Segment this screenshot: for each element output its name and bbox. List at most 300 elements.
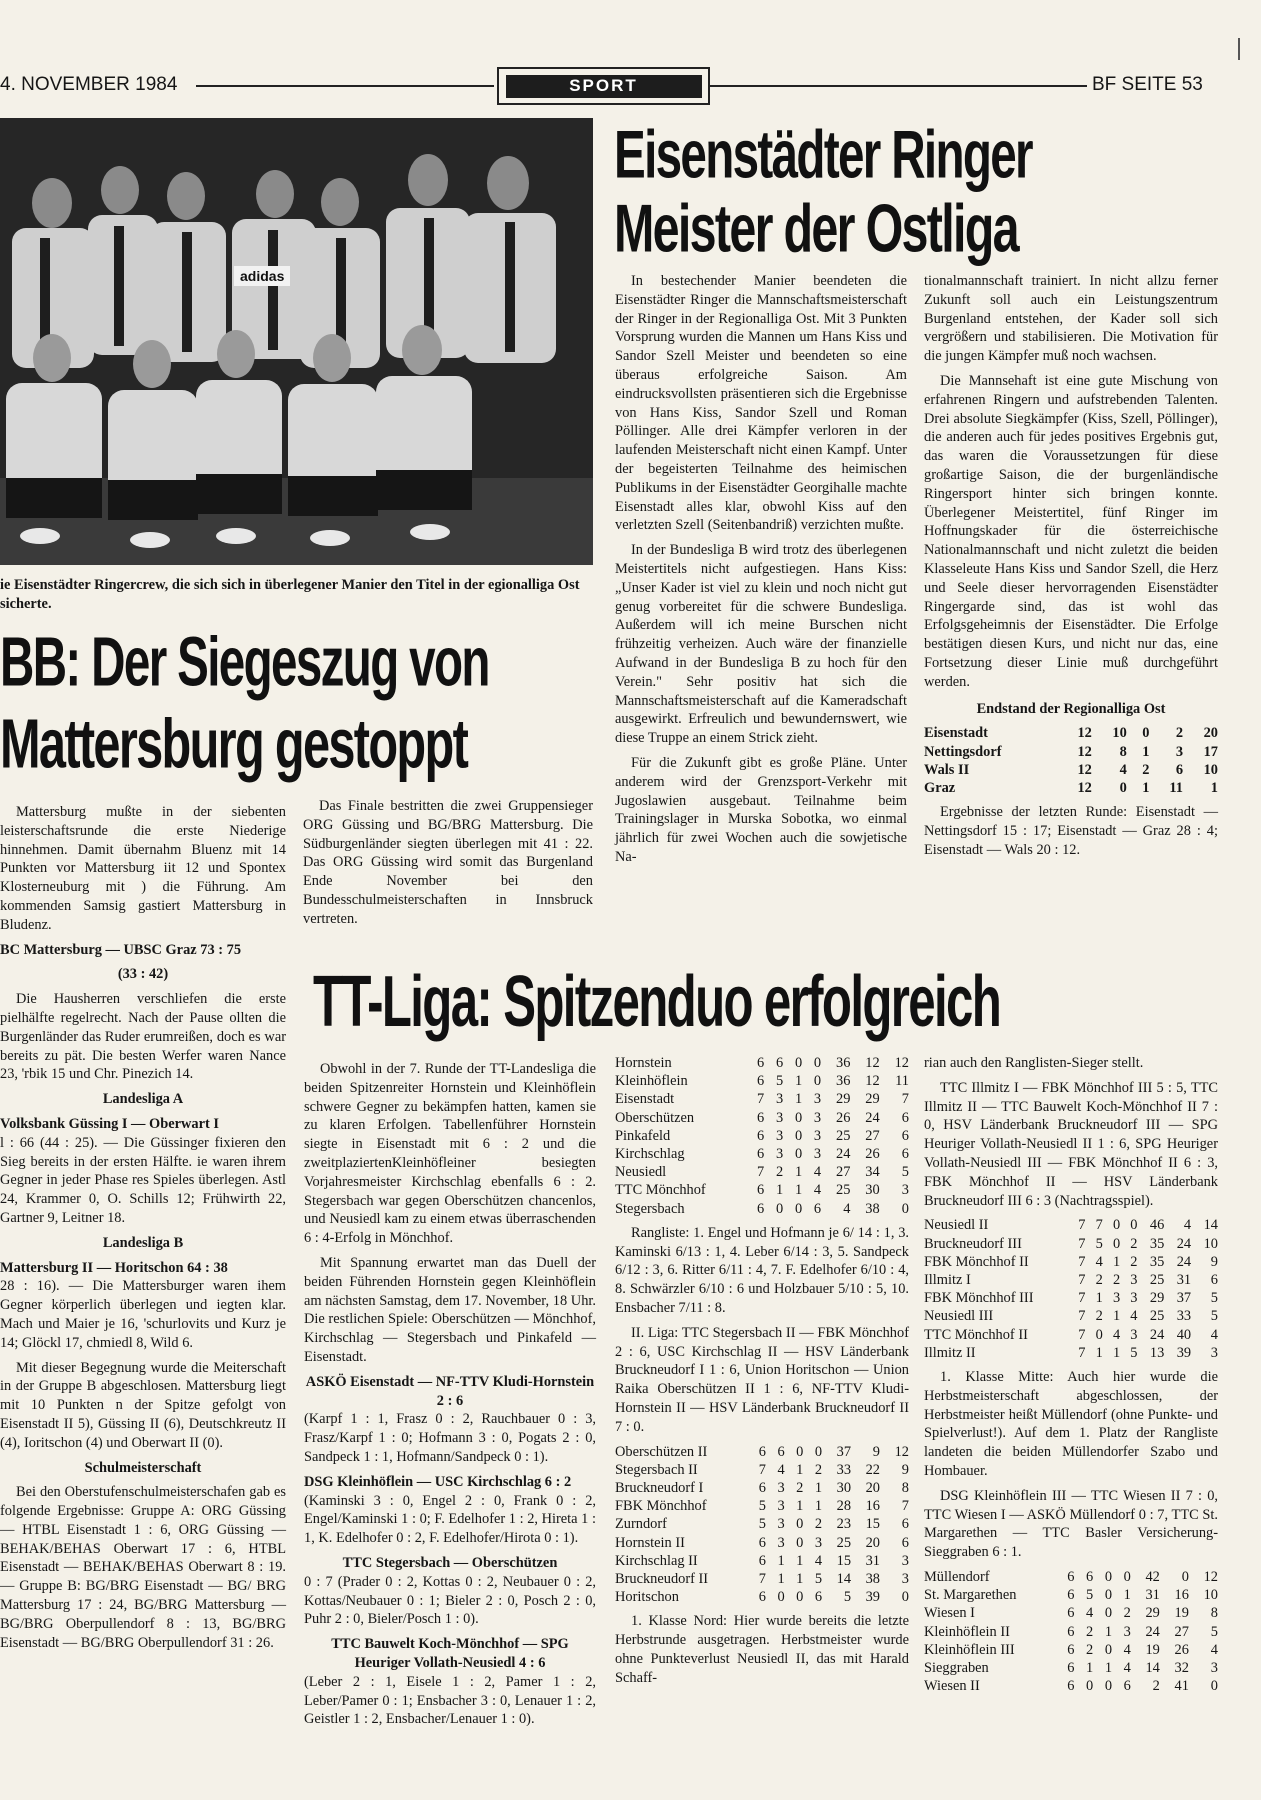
tt-klasse-nord-table (924, 1216, 1218, 1362)
stat-cell: 3 (777, 1534, 785, 1551)
stat-cell: 22 (865, 1461, 880, 1478)
stat-cell: 24 (865, 1109, 880, 1126)
stat-cell: 0 (794, 1055, 803, 1071)
tt-rangliste: Rangliste: 1. Engel und Hofmann je 6/ 14 : 1, 3. Kaminski 6/13 : 1, 4. Leber 6/14 : 3, 5. Sandpeck 6/12 : 3, 6. Ritter 6/11 : 4, 7. F. Edelhofer 6/10 : 4, 8. Schwärzler 6/10 : 6 und Holzbauer 5/10 : 5, 10. Ensbacher 7/11 : 8. (615, 1224, 909, 1317)
stat-cell: 31 (1145, 1587, 1160, 1604)
stat-cell: 3 (776, 1127, 784, 1144)
stat-cell: 12 (1077, 725, 1092, 742)
stat-cell: 5 (843, 1589, 852, 1606)
team-name-cell: Kirchschlag (615, 1146, 685, 1163)
tt-paragraph: DSG Kleinhöflein — USC Kirchschlag 6 : 2 (304, 1473, 572, 1490)
bb-paragraph: (33 : 42) (117, 966, 169, 983)
table-row (615, 1127, 909, 1145)
ringer-paragraph: Die Mannsehaft ist eine gute Mischung von erfahrenen Ringern und aufstrebenden Talenten. Drei absolute Siegkämpfer (Kiss, Szell, Pöllinger), die anderen auch für jedes positives Ergebnis gut, das waren die Voraussetzungen für diese großartige Saison, die der burgenländische Ringersport hinter sich bringen konnte. Überlegener Meistertitel, fünf Ringer im Hoffnungskader für die österreichische Nationalmannschaft und nicht zuletzt die beiden Klasseleute Hans Kiss und Sandor Szell, die Herz und Seele dieser hervorragenden Eisenstädter Ringergarde sind, das ist wohl das Erfolgsgeheimnis der Eisenstädter. Die Erfolge bestätigen diesen Kurs, und nicht nur das, eine Fortsetzung dieser Linie muß durchgeführt werden. (924, 372, 1218, 690)
team-name-cell: Graz (924, 779, 956, 796)
team-name-cell: Wals II (924, 761, 970, 778)
table-row (924, 743, 1218, 761)
stat-cell: 0 (1086, 1678, 1094, 1695)
stat-cell: 25 (836, 1534, 852, 1551)
stat-cell: 7 (758, 1461, 766, 1478)
team-photo-image (0, 118, 593, 565)
table-row (615, 1109, 909, 1127)
team-name-cell: Wiesen I (924, 1605, 975, 1622)
stat-cell: 7 (757, 1091, 765, 1108)
stat-cell: 8 (901, 1480, 909, 1496)
table-row (924, 1326, 1218, 1344)
stat-cell: 12 (894, 1443, 909, 1460)
table-row (924, 1641, 1218, 1659)
bb-paragraph: Die Hausherren verschliefen die erste pielhälfte regelrecht. Nach der Pause ollten die Burgenländer das Ruder erumreißen, doch es war bereits zu pät. Die besten Werfer waren Nance 23, 'rbik 15 und Chr. Pinezich 14. (0, 991, 286, 1083)
team-name-cell: TTC Mönchhof (615, 1182, 706, 1199)
stat-cell: 31 (1176, 1271, 1192, 1288)
stat-cell: 6 (758, 1443, 766, 1460)
bb-paragraph: l : 66 (44 : 25). — Die Güssinger fixieren den Sieg bereits in der ersten Hälfte. ie waren ihrem Gegner in jeder Phase res Spieles überlegen. Astl 24, Krammer 0, O. Schills 12; Frühwirth 22, Gartner 9, Leitner 18. (0, 1134, 286, 1226)
stat-cell: 2 (1130, 1253, 1138, 1270)
header-rule-left (196, 85, 494, 87)
stat-cell: 0 (794, 1200, 803, 1217)
tt-headline: TT-Liga: Spitzenduo erfolgreich (313, 961, 1001, 1042)
stat-cell: 3 (776, 1146, 784, 1163)
stat-cell: 2 (1123, 1605, 1131, 1622)
bb-paragraph: Das Finale bestritten die zwei Gruppensieger ORG Güssing und BG/BRG Mattersburg. Die Südburgenländer siegten überlegen mit 41 : 22. Das ORG Güssing wird somit das Burgenland Ende November bei den Bundesschulmeisterschaften in Innsbruck vertreten. (303, 798, 593, 927)
stat-cell: 38 (865, 1571, 880, 1588)
stat-cell: 0 (776, 1200, 784, 1217)
stat-cell: 0 (1130, 1217, 1138, 1234)
stat-cell: 4 (1119, 761, 1127, 778)
stat-cell: 24 (1145, 1623, 1160, 1640)
stat-cell: 26 (1174, 1641, 1189, 1658)
table-row (615, 1497, 909, 1515)
stat-cell: 31 (865, 1552, 880, 1569)
stat-cell: 37 (1176, 1290, 1192, 1307)
team-name-cell: Pinkafeld (615, 1127, 671, 1144)
stat-cell: 27 (1174, 1623, 1189, 1640)
stat-cell: 6 (757, 1146, 765, 1163)
tt-paragraph: TTC Bauwelt Koch-Mönchhof — SPG Heuriger Vollath-Neusiedl 4 : 6 (331, 1636, 569, 1671)
stat-cell: 2 (1175, 725, 1184, 742)
stat-cell: 3 (1210, 1659, 1218, 1676)
stat-cell: 0 (1112, 1235, 1121, 1252)
stat-cell: 40 (1176, 1326, 1192, 1343)
stat-cell: 7 (901, 1091, 909, 1108)
stat-cell: 4 (1086, 1605, 1094, 1622)
stat-cell: 5 (1130, 1344, 1138, 1361)
stat-cell: 5 (1210, 1623, 1218, 1640)
bb-paragraph: Landesliga A (102, 1091, 184, 1108)
stat-cell: 6 (901, 1146, 909, 1163)
stat-cell: 35 (1149, 1235, 1165, 1252)
stat-cell: 0 (796, 1589, 804, 1606)
stat-cell: 0 (1095, 1326, 1103, 1343)
bb-paragraph: Volksbank Güssing I — Oberwart I (0, 1115, 219, 1132)
stat-cell: 46 (1149, 1217, 1165, 1234)
stat-cell: 33 (1176, 1308, 1192, 1325)
stat-cell: 0 (901, 1200, 909, 1217)
team-name-cell: Illmitz I (924, 1271, 971, 1288)
table-row (924, 1659, 1218, 1677)
ringer-paragraph: In bestechender Manier beendeten die Eisenstädter Ringer die Mannschaftsmeisterschaft der Ringer in der Regionalliga Ost. Mit 3 Punkten Vorsprung wurden die Mannen um Hans Kiss und Sandor Szell Meister und beendeten so eine überaus erfolgreiche Saison. Am eindrucksvollsten präsentieren sich die Ergebnisse von Hans Kiss, Sandor Szell und Roman Pöllinger. Alle drei Kämpfer verloren in der laufenden Meisterschaft nicht einen Kampf. Unter der begeisterten Teilnahme des heimischen Publikums in der Eisenstädter Georgihalle machte Eisenstadt alles klar, obwohl Kiss auf den verletzten Szell (Seitenbandriß) verzichten mußte. (615, 273, 907, 534)
stat-cell: 4 (1210, 1326, 1218, 1343)
stat-cell: 0 (777, 1589, 785, 1606)
shirt-text: adidas (240, 268, 285, 284)
stat-cell: 11 (1169, 779, 1184, 796)
stat-cell: 7 (1078, 1326, 1086, 1343)
stat-cell: 0 (794, 1146, 803, 1163)
stat-cell: 17 (1203, 743, 1218, 760)
table-row (615, 1570, 909, 1588)
stat-cell: 29 (836, 1091, 851, 1108)
team-name-cell: Nettingsdorf (924, 743, 1002, 760)
stat-cell: 29 (1145, 1605, 1160, 1622)
stat-cell: 9 (872, 1443, 880, 1460)
team-name-cell: Eisenstadt (924, 725, 988, 742)
stat-cell: 0 (1181, 1568, 1189, 1585)
team-name-cell: St. Margarethen (924, 1587, 1017, 1604)
stat-cell: 24 (1149, 1326, 1165, 1343)
tt-paragraph: rian auch den Ranglisten-Sieger stellt. (924, 1055, 1144, 1071)
stat-cell: 2 (776, 1164, 784, 1181)
stat-cell: 15 (836, 1552, 852, 1569)
team-name-cell: Müllendorf (924, 1568, 990, 1585)
stat-cell: 4 (814, 1552, 823, 1569)
stat-cell: 20 (865, 1534, 880, 1551)
stat-cell: 8 (1210, 1605, 1218, 1622)
stat-cell: 2 (1142, 761, 1150, 778)
stat-cell: 6 (901, 1127, 909, 1144)
stat-cell: 6 (1086, 1568, 1094, 1585)
stat-cell: 3 (1175, 743, 1184, 760)
ringer-paragraph: Für die Zukunft gibt es große Pläne. Unter anderem wird der Grenzsport-Verkehr mit Jugoslawien ausgebaut. Teilnahme beim Trainingslager in Murska Sobotka, wo einmal jährlich für zwei Wochen auch die sowjetische Na- (615, 754, 907, 865)
stat-cell: 3 (901, 1571, 909, 1588)
stat-cell: 33 (836, 1461, 852, 1478)
team-name-cell: Kleinhöflein (615, 1073, 688, 1090)
bb-paragraph: Mit dieser Begegnung wurde die Meiterschaft in der Gruppe B abgeschlosen. Mattersburg liegt mit 10 Punkten n der Spitze gefolgt von Eisenstadt II 5), Güssing II (6), Deutschkreutz II (4), Ioritschon (4) und Oberwart II (0). (0, 1359, 286, 1451)
stat-cell: 14 (836, 1571, 852, 1588)
table-row (615, 1200, 909, 1218)
stat-cell: 1 (796, 1571, 804, 1588)
stat-cell: 2 (814, 1461, 823, 1478)
ringer-table-title: Endstand der Regionalliga Ost (976, 700, 1166, 717)
stat-cell: 16 (1174, 1587, 1189, 1604)
tt-paragraph: Mit Spannung erwartet man das Duell der beiden Führenden Hornstein gegen Kleinhöflein am nächsten Samstag, dem 17. November, 18 Uhr. Die restlichen Spiele: Oberschützen — Mönchhof, Kirchschlag — Stegersbach und Pinkafeld — Eisenstadt. (304, 1254, 596, 1365)
bb-headline-2: Mattersburg gestoppt (0, 705, 468, 784)
stat-cell: 3 (776, 1091, 784, 1108)
stat-cell: 26 (836, 1109, 851, 1126)
stat-cell: 1 (1095, 1290, 1103, 1307)
stat-cell: 5 (1095, 1235, 1103, 1252)
table-row (924, 1586, 1218, 1604)
stat-cell: 0 (1104, 1568, 1113, 1585)
section-box (497, 67, 710, 105)
stat-cell: 23 (836, 1516, 852, 1533)
stat-cell: 4 (1095, 1253, 1103, 1270)
bb-column-1 (0, 797, 286, 1652)
stat-cell: 15 (865, 1516, 880, 1533)
bb-paragraph: BC Mattersburg — UBSC Graz 73 : 75 (0, 941, 242, 958)
stat-cell: 1 (794, 1182, 803, 1199)
stat-cell: 9 (1210, 1253, 1218, 1270)
stat-cell: 14 (1145, 1659, 1160, 1676)
stat-cell: 6 (758, 1589, 766, 1606)
team-name-cell: Kleinhöflein III (924, 1641, 1015, 1658)
stat-cell: 42 (1145, 1568, 1160, 1585)
stat-cell: 28 (836, 1498, 852, 1515)
stat-cell: 0 (1112, 1217, 1121, 1234)
tt-column-1 (304, 1054, 596, 1729)
team-name-cell: Eisenstadt (615, 1091, 675, 1108)
table-row (924, 1307, 1218, 1325)
stat-cell: 3 (777, 1516, 785, 1533)
stat-cell: 6 (901, 1516, 909, 1533)
stat-cell: 19 (1174, 1605, 1189, 1622)
team-name-cell: Oberschützen (615, 1109, 695, 1126)
table-row (615, 1090, 909, 1108)
stat-cell: 10 (1112, 725, 1127, 742)
stat-cell: 5 (1086, 1587, 1094, 1604)
stat-cell: 1 (1104, 1659, 1113, 1676)
stat-cell: 39 (1176, 1344, 1192, 1361)
tt-paragraph: DSG Kleinhöflein III — TTC Wiesen II 7 : 0, TTC Wiesen I — ASKÖ Müllendorf 0 : 7, TTC St. Margarethen — TTC Basler Versicherung-Sieggraben 6 : 1. (924, 1487, 1218, 1561)
stat-cell: 10 (1203, 761, 1218, 778)
stat-cell: 3 (901, 1552, 909, 1569)
table-row (924, 1271, 1218, 1289)
stat-cell: 1 (814, 1498, 823, 1515)
stat-cell: 4 (1112, 1326, 1121, 1343)
stat-cell: 7 (1078, 1308, 1086, 1325)
tt-paragraph: TTC Stegersbach — Oberschützen (342, 1554, 558, 1571)
table-row (924, 1623, 1218, 1641)
stat-cell: 1 (1095, 1344, 1103, 1361)
stat-cell: 12 (1077, 761, 1092, 778)
stat-cell: 6 (1067, 1568, 1075, 1585)
stat-cell: 30 (836, 1480, 852, 1496)
stat-cell: 4 (843, 1200, 851, 1217)
stat-cell: 2 (1095, 1308, 1103, 1325)
tt-klasse-mitte-table (924, 1568, 1218, 1695)
team-name-cell: Sieggraben (924, 1659, 989, 1676)
stat-cell: 2 (1086, 1623, 1094, 1640)
stat-cell: 1 (1112, 1253, 1121, 1270)
stat-cell: 1 (814, 1480, 823, 1496)
stat-cell: 6 (1210, 1271, 1218, 1288)
stat-cell: 0 (1104, 1678, 1113, 1695)
stat-cell: 1 (796, 1498, 804, 1515)
table-row (924, 779, 1218, 797)
table-row (615, 1163, 909, 1181)
stat-cell: 5 (814, 1571, 823, 1588)
stat-cell: 3 (1112, 1290, 1121, 1307)
stat-cell: 38 (865, 1200, 880, 1217)
stat-cell: 6 (757, 1182, 765, 1199)
stat-cell: 3 (1130, 1290, 1138, 1307)
stat-cell: 7 (901, 1498, 909, 1515)
stat-cell: 3 (814, 1534, 823, 1551)
stat-cell: 1 (796, 1552, 804, 1569)
stat-cell: 36 (836, 1055, 851, 1071)
stat-cell: 7 (1078, 1217, 1086, 1234)
tt-column-3 (924, 1054, 1218, 1695)
stat-cell: 0 (1142, 725, 1150, 742)
stat-cell: 2 (1095, 1271, 1103, 1288)
ringer-headline-2: Meister der Ostliga (614, 191, 1018, 267)
stat-cell: 2 (1152, 1678, 1160, 1695)
stat-cell: 6 (1067, 1623, 1075, 1640)
team-name-cell: Bruckneudorf I (615, 1480, 704, 1496)
photo-caption: ie Eisenstädter Ringercrew, die sich sich in überlegener Manier den Titel in der egionalliga Ost sicherte. (0, 577, 580, 612)
table-row (615, 1145, 909, 1163)
stat-cell: 3 (777, 1498, 785, 1515)
stat-cell: 1 (776, 1182, 784, 1199)
stat-cell: 35 (1149, 1253, 1165, 1270)
team-name-cell: Horitschon (615, 1589, 679, 1606)
stat-cell: 3 (777, 1480, 785, 1496)
stat-cell: 1 (796, 1461, 804, 1478)
team-name-cell: Stegersbach (615, 1200, 685, 1217)
stat-cell: 1 (777, 1571, 785, 1588)
stat-cell: 6 (757, 1127, 765, 1144)
stat-cell: 5 (1210, 1290, 1218, 1307)
stat-cell: 1 (1142, 743, 1150, 760)
ringer-paragraph: In der Bundesliga B wird trotz des überlegenen Meistertitels nicht aufgestiegen. Hans Kiss: „Unser Kader ist viel zu klein und noch nicht gut genug vorbereitet für die schwere Bundesliga. Außerdem will ich meine Burschen nicht frühzeitig verheizen. Auch wäre der finanzielle Aufwand in der Bundesliga B zu hoch für den Verein." Sehr positiv hat sich die Mannschaftsmeisterschaft auf die Kameradschaft ausgewirkt. Erfreulich und bewundernswert, wie diese Truppe an einem Strick zieht. (615, 542, 907, 747)
bb-paragraph: Bei den Oberstufenschulmeisterschafen gab es folgende Ergebnisse: Gruppe A: ORG Güssing — HTBL Eisenstadt 1 : 6, ORG Güssing — BEHAK/BEHAS Oberwart 17 : 6, HTBL Eisenstadt — BEHAK/BEHAS Oberwart 8 : 19. — Gruppe B: BG/BRG Eisenstadt — BG/ BRG Mattersburg 17 : 24, BG/BRG Mattersburg — BG/BRG Oberpullendorf 8 : 13, BG/BRG Eisenstadt — BG/BRG Oberpullendorf 31 : 26. (0, 1484, 286, 1651)
stat-cell: 29 (1149, 1290, 1165, 1307)
stat-cell: 6 (757, 1200, 765, 1217)
stat-cell: 6 (1067, 1587, 1075, 1604)
stat-cell: 3 (1210, 1344, 1218, 1361)
stat-cell: 5 (901, 1164, 909, 1181)
stat-cell: 34 (865, 1164, 880, 1181)
stat-cell: 12 (1077, 743, 1092, 760)
table-row (615, 1443, 909, 1461)
table-row (924, 1216, 1218, 1234)
stat-cell: 1 (794, 1164, 803, 1181)
tt-column-2 (615, 1054, 909, 1688)
team-name-cell: Hornstein (615, 1055, 672, 1071)
stat-cell: 7 (1078, 1344, 1086, 1361)
stat-cell: 1 (1104, 1623, 1113, 1640)
ringer-column-2 (924, 272, 1218, 860)
stat-cell: 0 (813, 1073, 822, 1090)
tt-paragraph: (Karpf 1 : 1, Frasz 0 : 2, Rauchbauer 0 : 3, Frasz/Karpf 1 : 0; Hofmann 3 : 0, Pogats 2 : 0, Sandpeck 1 : 1, Hofmann/Sandpeck 0 : 1). (304, 1411, 596, 1465)
ringer-column-1 (615, 272, 907, 867)
ringer-paragraph: tionalmannschaft trainiert. In nicht allzu ferner Zukunft soll auch ein Leistungszentrum Burgenland entstehen, der Kader soll sich vergrößern und stabilisieren. Die Motivation für die jungen Kämpfer muß noch wachsen. (924, 273, 1218, 365)
stat-cell: 39 (865, 1589, 880, 1606)
team-name-cell: FBK Mönchhof III (924, 1290, 1034, 1307)
stat-cell: 0 (1104, 1605, 1113, 1622)
stat-cell: 12 (1077, 779, 1092, 796)
stat-cell: 16 (865, 1498, 880, 1515)
stat-cell: 1 (1210, 779, 1218, 796)
stat-cell: 4 (1123, 1659, 1131, 1676)
stat-cell: 1 (1112, 1344, 1121, 1361)
stat-cell: 3 (813, 1127, 822, 1144)
stat-cell: 4 (813, 1164, 822, 1181)
team-name-cell: FBK Mönchhof II (924, 1253, 1029, 1270)
table-row (615, 1054, 909, 1072)
table-row (924, 1344, 1218, 1362)
stat-cell: 4 (777, 1461, 785, 1478)
stat-cell: 6 (1067, 1678, 1075, 1695)
table-row (924, 761, 1218, 779)
stat-cell: 1 (1123, 1587, 1131, 1604)
stat-cell: 3 (776, 1109, 784, 1126)
stat-cell: 7 (1095, 1217, 1103, 1234)
stat-cell: 6 (1067, 1659, 1075, 1676)
table-row (615, 1534, 909, 1552)
table-row (615, 1072, 909, 1090)
stat-cell: 0 (796, 1443, 804, 1460)
stat-cell: 4 (1130, 1308, 1138, 1325)
stat-cell: 6 (901, 1534, 909, 1551)
stat-cell: 7 (758, 1571, 766, 1588)
stat-cell: 12 (865, 1073, 880, 1090)
bb-column-2 (303, 797, 593, 929)
header-rule-right (709, 85, 1087, 87)
stat-cell: 25 (1149, 1308, 1165, 1325)
tt-klasse-mitte: 1. Klasse Mitte: Auch hier wurde die Herbstmeisterschaft abgeschlossen, der Herbstmeister heißt Müllendorf (ohne Punkte- und Spielverlust!). Auf dem 1. Platz der Rangliste landeten die beiden Müllendorfer Szabo und Hombauer. (924, 1369, 1218, 1479)
stat-cell: 20 (1203, 725, 1218, 742)
stat-cell: 6 (1175, 761, 1184, 778)
stat-cell: 3 (1130, 1271, 1138, 1288)
team-name-cell: Wiesen II (924, 1678, 980, 1695)
stat-cell: 0 (796, 1534, 804, 1551)
bb-paragraph: Schulmeisterschaft (84, 1459, 202, 1476)
stat-cell: 6 (1067, 1605, 1075, 1622)
ringer-standings-table (924, 724, 1218, 797)
stat-cell: 41 (1174, 1678, 1189, 1695)
stat-cell: 5 (776, 1073, 784, 1090)
stat-cell: 0 (1104, 1641, 1113, 1658)
stat-cell: 1 (1142, 779, 1150, 796)
stat-cell: 13 (1149, 1344, 1165, 1361)
team-name-cell: TTC Mönchhof II (924, 1326, 1028, 1343)
stat-cell: 4 (1183, 1217, 1192, 1234)
tt-liga2-table (615, 1443, 909, 1607)
table-row (615, 1461, 909, 1479)
stat-cell: 0 (814, 1443, 823, 1460)
stat-cell: 26 (865, 1146, 880, 1163)
stat-cell: 5 (758, 1498, 766, 1515)
team-name-cell: FBK Mönchhof (615, 1498, 707, 1515)
stat-cell: 1 (794, 1073, 803, 1090)
stat-cell: 3 (813, 1109, 822, 1126)
stat-cell: 10 (1203, 1235, 1218, 1252)
bb-paragraph: Mattersburg II — Horitschon 64 : 38 (0, 1259, 228, 1276)
stat-cell: 1 (1086, 1659, 1094, 1676)
stat-cell: 3 (1123, 1623, 1131, 1640)
stat-cell: 0 (1210, 1678, 1218, 1695)
table-row (924, 1289, 1218, 1307)
margin-mark (1238, 38, 1240, 60)
stat-cell: 6 (758, 1552, 766, 1569)
stat-cell: 25 (1149, 1271, 1165, 1288)
table-row (615, 1479, 909, 1497)
stat-cell: 10 (1203, 1587, 1218, 1604)
stat-cell: 0 (1123, 1568, 1131, 1585)
stat-cell: 6 (757, 1073, 765, 1090)
stat-cell: 0 (813, 1055, 822, 1071)
stat-cell: 7 (1078, 1253, 1086, 1270)
stat-cell: 14 (1203, 1217, 1218, 1234)
tt-landesliga-table (615, 1054, 909, 1218)
table-row (924, 1604, 1218, 1622)
stat-cell: 6 (813, 1200, 822, 1217)
stat-cell: 6 (1123, 1678, 1131, 1695)
tt-liga2-results: II. Liga: TTC Stegersbach II — FBK Mönchhof 2 : 6, USC Kirchschlag II — HSV Länderbank Bruckneudorf I 1 : 6, Union Horitschon — Union Raika Oberschützen II 1 : 6, NF-TTV Kludi-Hornstein II — HSV Länderbank Bruckneudorf II 7 : 0. (615, 1324, 909, 1435)
bb-paragraph: 28 : 16). — Die Mattersburger waren ihem Gegner körperlich überlegen und iegten klar. Mach und Maier je 16, 'schurlovits und Kurz je 14; Glöckl 17, chmiedl 8, Wild 6. (0, 1278, 286, 1351)
stat-cell: 6 (776, 1055, 784, 1071)
tt-paragraph: ASKÖ Eisenstadt — NF-TTV Kludi-Hornstein 2 : 6 (305, 1373, 595, 1409)
